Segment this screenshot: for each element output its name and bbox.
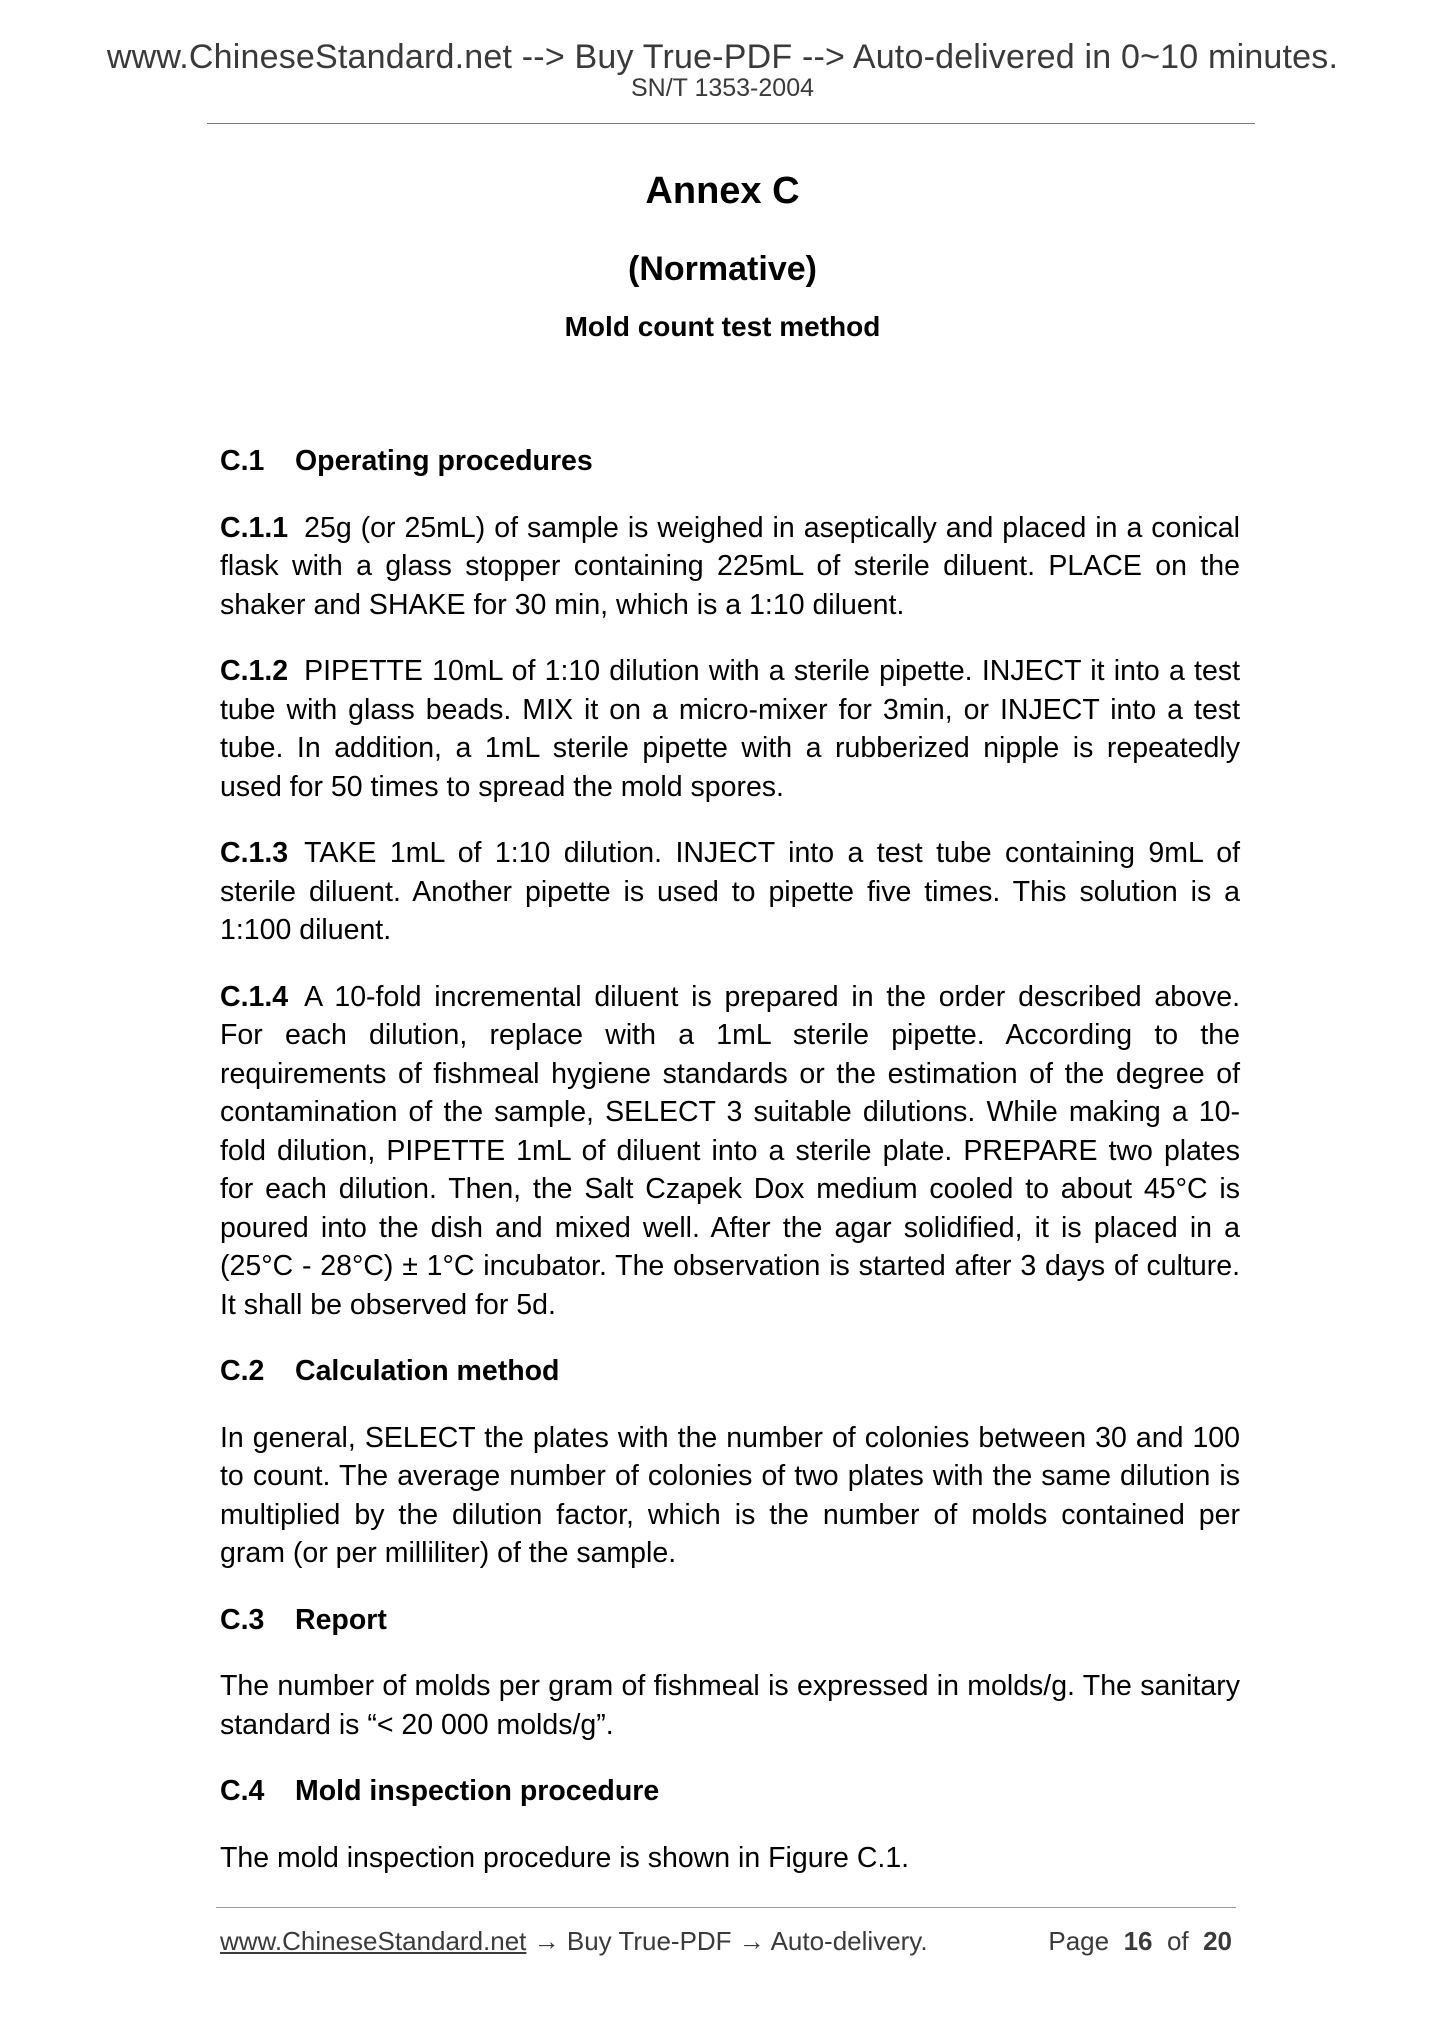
section-title: Report [295,1603,387,1636]
clause-text: A 10-fold incremental diluent is prepared in the order described above. For each dilution, replace with a 1mL sterile pipette. According to the requirements of fishmeal hygiene standards or the estimation of the degree of contamination of the sample, SELECT 3 suitable dilutions. While making a 10-fold dilution, PIPETTE 1mL of diluent into a sterile plate. PREPARE two plates for each dilution. Then, the Salt Czapek Dox medium cooled to about 45°C is poured into the dish and mixed well. After the agar solidified, it is placed in a (25°C - 28°C) ± 1°C incubator. The observation is started after 3 days of culture. It shall be observed for 5d. [220,980,1240,1321]
section-number: C.2 [220,1355,265,1387]
annex-subtitle: Mold count test method [564,311,881,342]
clause-text: PIPETTE 10mL of 1:10 dilution with a sterile pipette. INJECT it into a test tube with glass beads. MIX it on a micro-mixer for 3min, or INJECT into a test tube. In addition, a 1mL sterile pipette with a rubberized nipple is repeatedly used for 50 times to spread the mold spores. [220,655,1240,803]
clause-number: C.1.3 [220,837,289,869]
section-c3-text: The number of molds per gram of fishmeal is expressed in molds/g. The sanitary standard is “< 20 000 molds/g”. [220,1670,1240,1741]
clause-c1-1 [220,509,1240,625]
section-heading-c4 [220,1772,1240,1811]
clause-c1-4 [220,978,1240,1325]
page-label: Page [1048,1926,1110,1956]
page-current: 16 [1123,1926,1153,1956]
footer-divider [216,1907,1236,1908]
document-body [220,442,1240,1905]
header-divider [207,123,1255,124]
footer-tagline: → Buy True-PDF → Auto-delivery. [526,1926,928,1956]
section-title: Operating procedures [295,445,593,477]
section-heading-c2 [220,1352,1240,1391]
clause-number: C.1.4 [220,980,289,1013]
section-number: C.3 [220,1603,265,1636]
footer-link[interactable]: www.ChineseStandard.net [220,1926,527,1956]
standard-number: SN/T 1353-2004 [631,74,814,102]
annex-type: (Normative) [628,250,817,288]
section-number: C.4 [220,1775,265,1807]
clause-number: C.1.1 [220,511,289,544]
section-heading-c3 [220,1601,1240,1640]
section-title: Mold inspection procedure [295,1775,660,1807]
page-total: 20 [1203,1926,1232,1956]
section-heading-c1 [220,442,1240,481]
section-c4-text: The mold inspection procedure is shown in Figure C.1. [220,1841,910,1874]
page-indicator [1048,1926,1232,1957]
top-banner: www.ChineseStandard.net --> Buy True-PDF --> Auto-delivered in 0~10 minutes. [106,38,1339,76]
section-number: C.1 [220,445,265,477]
clause-number: C.1.2 [220,655,289,687]
section-title: Calculation method [295,1355,560,1387]
page-of: of [1166,1926,1189,1956]
clause-text: 25g (or 25mL) of sample is weighed in aseptically and placed in a conical flask with a glass stopper containing 225mL of sterile diluent. PLACE on the shaker and SHAKE for 30 min, which is a 1:10 diluent. [220,511,1240,621]
page-footer [220,1926,1232,1957]
clause-c1-3 [220,834,1240,950]
annex-title: Annex C [645,170,800,212]
clause-c1-2 [220,652,1240,806]
section-c2-text: In general, SELECT the plates with the number of colonies between 30 and 100 to count. The average number of colonies of two plates with the same dilution is multiplied by the dilution factor, which is the number of molds contained per gram (or per milliliter) of the sample. [220,1421,1240,1569]
clause-text: TAKE 1mL of 1:10 dilution. INJECT into a test tube containing 9mL of sterile diluent. Another pipette is used to pipette five times. This solution is a 1:100 diluent. [220,837,1240,946]
